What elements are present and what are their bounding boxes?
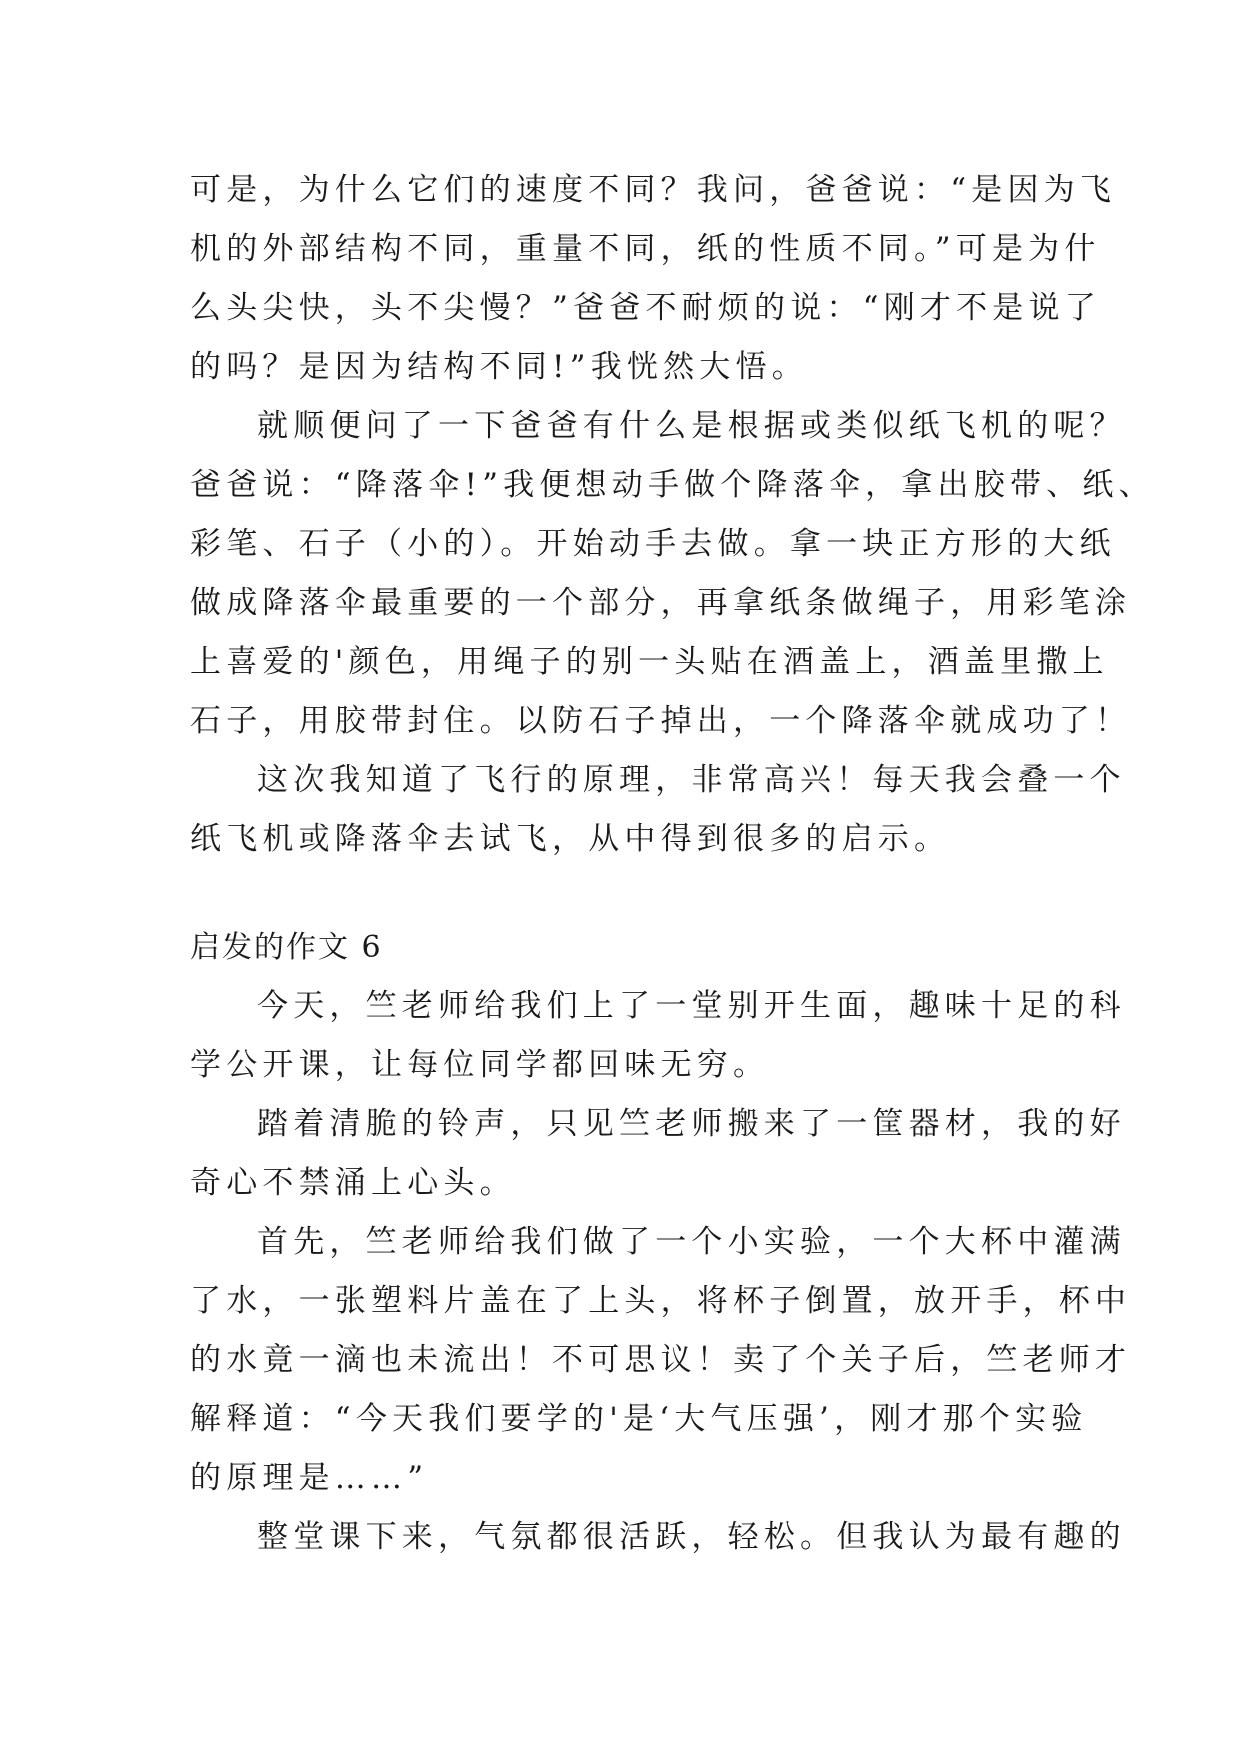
text-line: 了水，一张塑料片盖在了上头，将杯子倒置，放开手，杯中 [190,1283,1132,1319]
text-line: 做成降落伞最重要的一个部分，再拿纸条做绳子，用彩笔涂 [190,585,1132,621]
text-line: 可是，为什么它们的速度不同？我问，爸爸说：“是因为飞 [190,172,1117,208]
essay-continuation [190,161,1155,869]
text-line: 彩笔、石子（小的）。开始动手去做。拿一块正方形的大纸 [190,526,1116,562]
paragraph-start-line: 就顺便问了一下爸爸有什么是根据或类似纸飞机的呢？ [257,408,1126,444]
text-line: 奇心不禁涌上心头。 [190,1165,516,1201]
text-line: 学公开课，让每位同学都回味无穷。 [190,1047,770,1083]
text-line: 机的外部结构不同，重量不同，纸的性质不同。”可是为什 [190,231,1101,267]
paragraph-start-line: 这次我知道了飞行的原理，非常高兴！每天我会叠一个 [257,762,1126,798]
paragraph-start-line: 首先，竺老师给我们做了一个小实验，一个大杯中灌满 [257,1224,1126,1260]
text-line: 爸爸说：“降落伞!”我便想动手做个降落伞，拿出胶带、纸、 [190,467,1155,503]
paragraph-start-line: 踏着清脆的铃声，只见竺老师搬来了一筐器材，我的好 [257,1106,1126,1142]
essay-six-body [190,977,1132,1567]
text-line: 石子，用胶带封住。以防石子掉出，一个降落伞就成功了！ [190,703,1132,739]
text-line: 上喜爱的'颜色，用绳子的别一头贴在酒盖上，酒盖里撒上 [190,644,1109,680]
text-line: 么头尖快，头不尖慢？”爸爸不耐烦的说：“刚才不是说了 [190,290,1101,326]
paragraph-start-line: 整堂课下来，气氛都很活跃，轻松。但我认为最有趣的 [257,1519,1126,1555]
text-line: 解释道：“今天我们要学的'是‘大气压强’，刚才那个实验 [190,1401,1088,1437]
text-line: 纸飞机或降落伞去试飞，从中得到很多的启示。 [190,821,951,857]
text-line: 的水竟一滴也未流出！不可思议！卖了个关子后，竺老师才 [190,1342,1132,1378]
text-line: 的吗？是因为结构不同!”我恍然大悟。 [190,349,808,385]
paragraph-start-line: 今天，竺老师给我们上了一堂别开生面，趣味十足的科 [257,988,1126,1024]
text-line: 的原理是……” [190,1460,429,1496]
section-heading: 启发的作文 6 [190,930,383,965]
